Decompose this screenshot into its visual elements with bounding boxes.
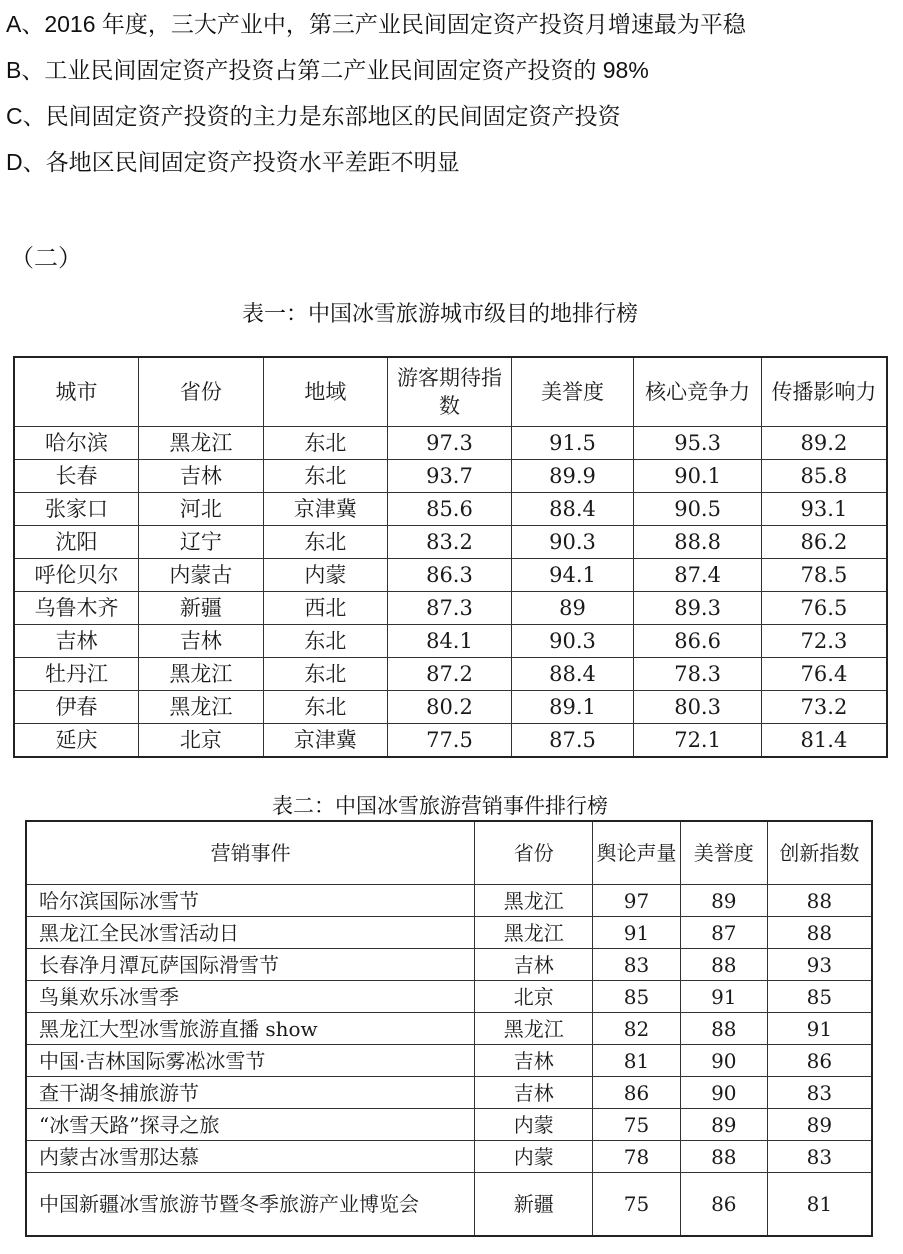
volume-cell: 75 <box>593 1109 681 1141</box>
influence-cell: 72.3 <box>761 625 887 658</box>
volume-cell: 82 <box>593 1013 681 1045</box>
influence-cell: 81.4 <box>761 724 887 758</box>
region-cell: 东北 <box>263 460 388 493</box>
city-cell: 乌鲁木齐 <box>14 592 139 625</box>
table1-header-region: 地域 <box>263 357 388 427</box>
volume-cell: 97 <box>593 885 681 917</box>
table2-header-reputation: 美誉度 <box>680 821 767 885</box>
innovation-cell: 85 <box>767 981 872 1013</box>
city-cell: 伊春 <box>14 691 139 724</box>
region-cell: 京津冀 <box>263 724 388 758</box>
competitiveness-cell: 86.6 <box>634 625 762 658</box>
city-cell: 延庆 <box>14 724 139 758</box>
table2-caption: 表二：中国冰雪旅游营销事件排行榜 <box>272 794 608 818</box>
table-row <box>26 1077 872 1109</box>
volume-cell: 78 <box>593 1141 681 1173</box>
volume-cell: 86 <box>593 1077 681 1109</box>
expectation-cell: 77.5 <box>388 724 512 758</box>
expectation-cell: 86.3 <box>388 559 512 592</box>
table2-header-event: 营销事件 <box>26 821 475 885</box>
table1-header-expectation: 游客期待指数 <box>388 357 512 427</box>
province-cell: 吉林 <box>139 460 264 493</box>
influence-cell: 76.5 <box>761 592 887 625</box>
option-b: B、工业民间固定资产投资占第二产业民间固定资产投资的 98% <box>6 57 649 83</box>
reputation-cell: 89 <box>680 1109 767 1141</box>
expectation-cell: 84.1 <box>388 625 512 658</box>
influence-cell: 76.4 <box>761 658 887 691</box>
table-row <box>26 1141 872 1173</box>
table1-header-competitiveness: 核心竞争力 <box>634 357 762 427</box>
province-cell: 吉林 <box>475 1077 593 1109</box>
competitiveness-cell: 72.1 <box>634 724 762 758</box>
reputation-cell: 90 <box>680 1045 767 1077</box>
table1-city-ranking <box>13 356 888 758</box>
table1-header-reputation: 美誉度 <box>511 357 634 427</box>
table2-event-ranking <box>25 820 873 1237</box>
event-cell: 查干湖冬捕旅游节 <box>26 1077 475 1109</box>
region-cell: 内蒙 <box>263 559 388 592</box>
province-cell: 吉林 <box>475 1045 593 1077</box>
province-cell: 北京 <box>139 724 264 758</box>
innovation-cell: 91 <box>767 1013 872 1045</box>
expectation-cell: 87.2 <box>388 658 512 691</box>
section-label: （二） <box>10 244 82 272</box>
province-cell: 黑龙江 <box>475 917 593 949</box>
city-cell: 哈尔滨 <box>14 427 139 460</box>
province-cell: 内蒙 <box>475 1109 593 1141</box>
competitiveness-cell: 90.5 <box>634 493 762 526</box>
table2-header-row <box>26 821 872 885</box>
province-cell: 新疆 <box>475 1173 593 1237</box>
city-cell: 张家口 <box>14 493 139 526</box>
innovation-cell: 86 <box>767 1045 872 1077</box>
reputation-cell: 90.3 <box>511 526 634 559</box>
reputation-cell: 88.4 <box>511 658 634 691</box>
option-c: C、民间固定资产投资的主力是东部地区的民间固定资产投资 <box>6 103 621 129</box>
table-row <box>14 658 887 691</box>
competitiveness-cell: 80.3 <box>634 691 762 724</box>
reputation-cell: 90 <box>680 1077 767 1109</box>
table1-header-city: 城市 <box>14 357 139 427</box>
reputation-cell: 91 <box>680 981 767 1013</box>
table2-header-volume: 舆论声量 <box>593 821 681 885</box>
volume-cell: 83 <box>593 949 681 981</box>
region-cell: 东北 <box>263 526 388 559</box>
table-row <box>14 625 887 658</box>
region-cell: 东北 <box>263 625 388 658</box>
option-a: A、2016 年度，三大产业中，第三产业民间固定资产投资月增速最为平稳 <box>6 11 746 37</box>
city-cell: 沈阳 <box>14 526 139 559</box>
innovation-cell: 89 <box>767 1109 872 1141</box>
expectation-cell: 80.2 <box>388 691 512 724</box>
reputation-cell: 88 <box>680 1141 767 1173</box>
table2-header-innovation: 创新指数 <box>767 821 872 885</box>
reputation-cell: 88 <box>680 949 767 981</box>
table-row <box>26 1013 872 1045</box>
reputation-cell: 89.9 <box>511 460 634 493</box>
reputation-cell: 90.3 <box>511 625 634 658</box>
expectation-cell: 83.2 <box>388 526 512 559</box>
province-cell: 内蒙 <box>475 1141 593 1173</box>
table-row <box>14 592 887 625</box>
table-row <box>26 949 872 981</box>
table-row <box>14 526 887 559</box>
table1-header-row <box>14 357 887 427</box>
region-cell: 东北 <box>263 691 388 724</box>
table1-header-province: 省份 <box>139 357 264 427</box>
reputation-cell: 91.5 <box>511 427 634 460</box>
reputation-cell: 87 <box>680 917 767 949</box>
volume-cell: 91 <box>593 917 681 949</box>
table-row <box>14 559 887 592</box>
influence-cell: 89.2 <box>761 427 887 460</box>
event-cell: 黑龙江全民冰雪活动日 <box>26 917 475 949</box>
table-row <box>14 724 887 758</box>
innovation-cell: 81 <box>767 1173 872 1237</box>
province-cell: 黑龙江 <box>139 658 264 691</box>
competitiveness-cell: 78.3 <box>634 658 762 691</box>
table1-caption: 表一：中国冰雪旅游城市级目的地排行榜 <box>242 302 639 327</box>
region-cell: 京津冀 <box>263 493 388 526</box>
city-cell: 吉林 <box>14 625 139 658</box>
city-cell: 牡丹江 <box>14 658 139 691</box>
volume-cell: 75 <box>593 1173 681 1237</box>
volume-cell: 85 <box>593 981 681 1013</box>
event-cell: 黑龙江大型冰雪旅游直播 show <box>26 1013 475 1045</box>
table-row <box>26 1045 872 1077</box>
reputation-cell: 88.4 <box>511 493 634 526</box>
expectation-cell: 87.3 <box>388 592 512 625</box>
event-cell: 哈尔滨国际冰雪节 <box>26 885 475 917</box>
event-cell: 中国·吉林国际雾凇冰雪节 <box>26 1045 475 1077</box>
option-d: D、各地区民间固定资产投资水平差距不明显 <box>6 149 460 175</box>
influence-cell: 93.1 <box>761 493 887 526</box>
innovation-cell: 83 <box>767 1141 872 1173</box>
reputation-cell: 94.1 <box>511 559 634 592</box>
influence-cell: 78.5 <box>761 559 887 592</box>
table-row <box>14 493 887 526</box>
innovation-cell: 88 <box>767 885 872 917</box>
province-cell: 内蒙古 <box>139 559 264 592</box>
reputation-cell: 86 <box>680 1173 767 1237</box>
competitiveness-cell: 88.8 <box>634 526 762 559</box>
competitiveness-cell: 89.3 <box>634 592 762 625</box>
influence-cell: 73.2 <box>761 691 887 724</box>
province-cell: 黑龙江 <box>475 1013 593 1045</box>
event-cell: 长春净月潭瓦萨国际滑雪节 <box>26 949 475 981</box>
competitiveness-cell: 90.1 <box>634 460 762 493</box>
table-row <box>26 981 872 1013</box>
innovation-cell: 88 <box>767 917 872 949</box>
province-cell: 吉林 <box>475 949 593 981</box>
province-cell: 吉林 <box>139 625 264 658</box>
event-cell: 鸟巢欢乐冰雪季 <box>26 981 475 1013</box>
region-cell: 东北 <box>263 427 388 460</box>
reputation-cell: 89.1 <box>511 691 634 724</box>
table-row <box>26 917 872 949</box>
competitiveness-cell: 87.4 <box>634 559 762 592</box>
province-cell: 河北 <box>139 493 264 526</box>
table-row <box>26 885 872 917</box>
region-cell: 西北 <box>263 592 388 625</box>
table-row <box>26 1173 872 1237</box>
table-row <box>26 1109 872 1141</box>
competitiveness-cell: 95.3 <box>634 427 762 460</box>
influence-cell: 85.8 <box>761 460 887 493</box>
expectation-cell: 93.7 <box>388 460 512 493</box>
province-cell: 黑龙江 <box>139 427 264 460</box>
province-cell: 黑龙江 <box>139 691 264 724</box>
table-row <box>14 460 887 493</box>
influence-cell: 86.2 <box>761 526 887 559</box>
innovation-cell: 83 <box>767 1077 872 1109</box>
reputation-cell: 89 <box>511 592 634 625</box>
reputation-cell: 87.5 <box>511 724 634 758</box>
province-cell: 北京 <box>475 981 593 1013</box>
region-cell: 东北 <box>263 658 388 691</box>
reputation-cell: 89 <box>680 885 767 917</box>
city-cell: 呼伦贝尔 <box>14 559 139 592</box>
reputation-cell: 88 <box>680 1013 767 1045</box>
volume-cell: 81 <box>593 1045 681 1077</box>
province-cell: 新疆 <box>139 592 264 625</box>
table1-header-influence: 传播影响力 <box>761 357 887 427</box>
expectation-cell: 85.6 <box>388 493 512 526</box>
table-row <box>14 691 887 724</box>
table2-header-province: 省份 <box>475 821 593 885</box>
table-row <box>14 427 887 460</box>
city-cell: 长春 <box>14 460 139 493</box>
innovation-cell: 93 <box>767 949 872 981</box>
event-cell: “冰雪天路”探寻之旅 <box>26 1109 475 1141</box>
province-cell: 黑龙江 <box>475 885 593 917</box>
province-cell: 辽宁 <box>139 526 264 559</box>
answer-options <box>6 6 746 190</box>
event-cell: 内蒙古冰雪那达慕 <box>26 1141 475 1173</box>
expectation-cell: 97.3 <box>388 427 512 460</box>
event-cell: 中国新疆冰雪旅游节暨冬季旅游产业博览会 <box>26 1173 475 1237</box>
